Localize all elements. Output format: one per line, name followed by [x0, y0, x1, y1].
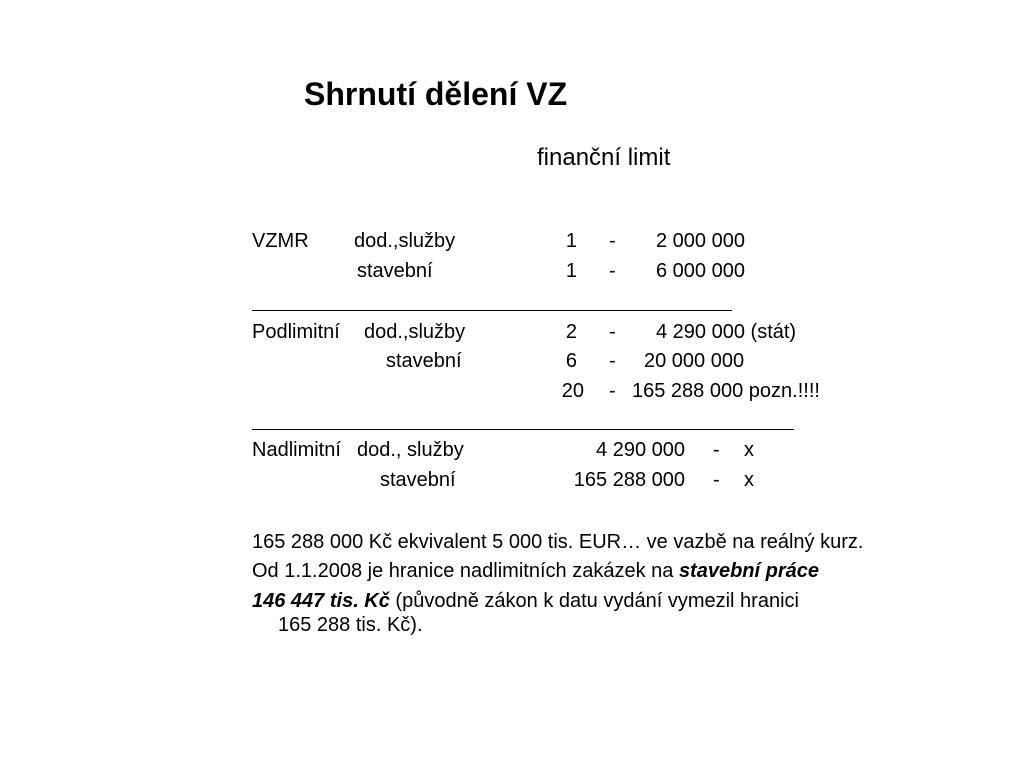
nadlimitni-row-1-type: dod., služby	[357, 439, 464, 461]
nadlimitni-row-1-to: x	[744, 439, 754, 461]
podlimitni-label: Podlimitní	[252, 321, 340, 343]
nadlimitni-row-1-from: 4 290 000	[596, 439, 685, 461]
note-line-2	[252, 559, 819, 583]
podlimitni-row-1-to: 4 290 000 (stát)	[656, 321, 797, 343]
podlimitni-row-2-type: stavební	[386, 350, 462, 372]
podlimitni-row-3-from: 20	[561, 380, 584, 402]
nadlimitni-row-2-dash: -	[713, 469, 720, 491]
podlimitni-row-1-dash: -	[609, 321, 616, 343]
vzmr-row-1-dash: -	[609, 230, 616, 252]
note-line-1: 165 288 000 Kč ekvivalent 5 000 tis. EUR… ve vazbě na reálný kurz.	[252, 531, 864, 553]
note-line-2-prefix: Od 1.1.2008 je hranice nadlimitních zakázek na	[252, 560, 679, 582]
podlimitni-row-2-dash: -	[609, 350, 616, 372]
vzmr-row-2-dash: -	[609, 260, 616, 282]
podlimitni-row-3-dash: -	[609, 380, 616, 402]
vzmr-row-2-to: 6 000 000	[656, 260, 745, 282]
nadlimitni-row-2-type: stavební	[380, 469, 456, 491]
vzmr-row-1-from: 1	[565, 230, 577, 252]
column-header-financni-limit: finanční limit	[537, 144, 671, 171]
nadlimitni-row-1-dash: -	[713, 439, 720, 461]
podlimitni-row-2-from: 6	[565, 350, 577, 372]
note-line-3	[252, 589, 799, 613]
podlimitni-row-2-to: 20 000 000	[644, 350, 745, 372]
note-line-3-emphasis: 146 447 tis. Kč	[252, 590, 390, 612]
divider-2	[252, 429, 794, 430]
slide-title: Shrnutí dělení VZ	[304, 76, 568, 112]
podlimitni-row-1-from: 2	[565, 321, 577, 343]
vzmr-row-2-type: stavební	[357, 260, 433, 282]
divider-1	[252, 310, 732, 311]
vzmr-row-1-to: 2 000 000	[656, 230, 745, 252]
vzmr-label: VZMR	[252, 230, 309, 252]
podlimitni-row-3-to: 165 288 000 pozn.!!!!	[632, 380, 820, 402]
nadlimitni-label: Nadlimitní	[252, 439, 341, 461]
note-line-2-emphasis: stavební práce	[678, 560, 820, 582]
note-line-4: 165 288 tis. Kč).	[278, 614, 423, 636]
vzmr-row-2-from: 1	[565, 260, 577, 282]
nadlimitni-row-2-from: 165 288 000	[573, 469, 685, 491]
nadlimitni-row-2-to: x	[744, 469, 754, 491]
podlimitni-row-1-type: dod.,služby	[364, 321, 466, 343]
vzmr-row-1-type: dod.,služby	[354, 230, 456, 252]
note-line-3-rest: (původně zákon k datu vydání vymezil hranici	[389, 590, 799, 612]
